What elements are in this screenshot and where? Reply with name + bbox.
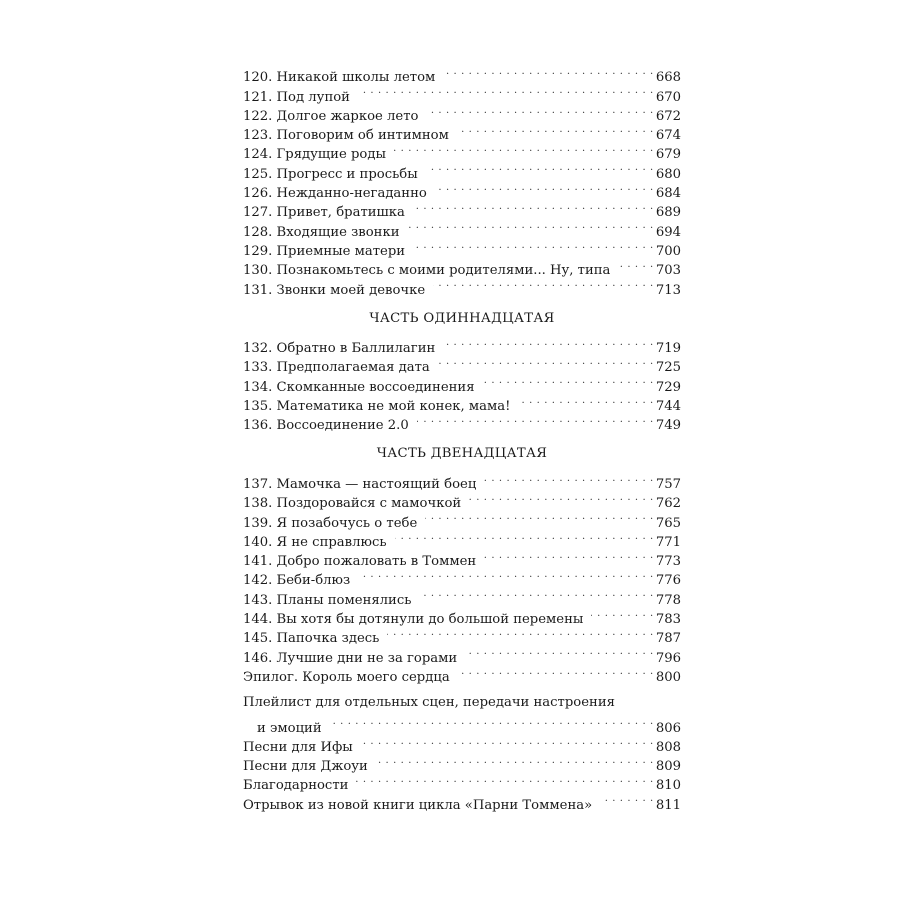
dot-leader bbox=[394, 139, 654, 158]
dot-leader bbox=[591, 604, 653, 623]
toc-entry-title: 129. Приемные матери bbox=[243, 243, 406, 259]
toc-entry-title: 138. Поздоровайся с мамочкой bbox=[243, 496, 462, 512]
toc-entry-title: 136. Воссоединение 2.0 bbox=[243, 418, 409, 434]
toc-entry-page: 762 bbox=[655, 496, 681, 512]
toc-entry-page: 749 bbox=[655, 418, 681, 434]
toc-entry-title: 132. Обратно в Баллилагин bbox=[243, 341, 436, 357]
dot-leader bbox=[465, 642, 654, 661]
dot-leader bbox=[469, 488, 654, 507]
toc-entry-title: 137. Мамочка — настоящий боец bbox=[243, 476, 477, 492]
dot-leader bbox=[443, 333, 654, 352]
toc-entry-page: 684 bbox=[655, 186, 681, 202]
dot-leader bbox=[438, 352, 654, 371]
toc-entry-title: 128. Входящие звонки bbox=[243, 224, 400, 240]
dot-leader bbox=[408, 216, 654, 235]
toc-entry bbox=[243, 333, 681, 357]
dot-leader bbox=[483, 371, 654, 390]
toc-entry-title: 122. Долгое жаркое лето bbox=[243, 108, 419, 124]
toc-entry-title: 131. Звонки моей девочке bbox=[243, 282, 426, 298]
toc-entry-title: 120. Никакой школы летом bbox=[243, 70, 436, 86]
toc-entry-title: Песни для Ифы bbox=[243, 739, 353, 755]
toc-entry-title: 125. Прогресс и просьбы bbox=[243, 166, 418, 182]
toc-entry-title: 124. Грядущие роды bbox=[243, 147, 386, 163]
toc-entry-page: 694 bbox=[655, 224, 681, 240]
toc-entry-page: 778 bbox=[655, 592, 681, 608]
toc-entry-title: 134. Скомканные воссоединения bbox=[243, 379, 475, 395]
dot-leader bbox=[417, 410, 654, 429]
toc-entry-page: 810 bbox=[655, 778, 681, 794]
dot-leader bbox=[426, 158, 654, 177]
dot-leader bbox=[358, 565, 654, 584]
dot-leader bbox=[435, 178, 654, 197]
toc-entry-title: 135. Математика не мой конек, мама! bbox=[243, 399, 511, 415]
dot-leader bbox=[518, 391, 653, 410]
toc-entry-page: 796 bbox=[655, 650, 681, 666]
toc-entry-page: 700 bbox=[655, 243, 681, 259]
toc-entry-title: 140. Я не справлюсь bbox=[243, 534, 387, 550]
toc-entry-page: 771 bbox=[655, 534, 681, 550]
dot-leader bbox=[356, 770, 653, 789]
toc-group-backmatter bbox=[243, 732, 681, 813]
dot-leader bbox=[376, 751, 654, 770]
toc-group-part12 bbox=[243, 469, 681, 685]
toc-entry-title: 145. Папочка здесь bbox=[243, 631, 380, 647]
toc-entry-page: 776 bbox=[655, 573, 681, 589]
toc-entry bbox=[243, 469, 681, 492]
toc-entry-title: 126. Нежданно-негаданно bbox=[243, 186, 427, 202]
part-twelve-heading: ЧАСТЬ ДВЕНАДЦАТАЯ bbox=[376, 446, 548, 462]
toc-entry-title: 141. Добро пожаловать в Томмен bbox=[243, 554, 477, 570]
toc-entry bbox=[243, 62, 681, 86]
dot-leader bbox=[618, 255, 653, 274]
toc-entry-title: 123. Поговорим об интимном bbox=[243, 128, 449, 144]
toc-entry-title: 146. Лучшие дни не за горами bbox=[243, 650, 458, 666]
part-eleven-heading: ЧАСТЬ ОДИННАДЦАТАЯ bbox=[369, 310, 555, 326]
toc-entry-page: 689 bbox=[655, 205, 681, 221]
toc-entry-page: 808 bbox=[655, 739, 681, 755]
dot-leader bbox=[387, 623, 653, 642]
toc-entry-page: 680 bbox=[655, 166, 681, 182]
toc-entry-playlist bbox=[243, 712, 681, 736]
dot-leader bbox=[458, 662, 654, 681]
dot-leader bbox=[433, 274, 654, 293]
toc-entry-page: 809 bbox=[655, 759, 681, 775]
toc-entry-page: 668 bbox=[655, 70, 681, 86]
toc-entry-title: 142. Беби-блюз bbox=[243, 573, 351, 589]
toc-entry-title: 121. Под лупой bbox=[243, 89, 350, 105]
dot-leader bbox=[457, 120, 654, 139]
toc-entry-title: 143. Планы поменялись bbox=[243, 592, 412, 608]
toc-entry-title: Отрывок из новой книги цикла «Парни Томмена» bbox=[243, 797, 593, 813]
toc-entry-page: 783 bbox=[655, 612, 681, 628]
dot-leader bbox=[443, 62, 654, 81]
toc-entry-title: и эмоций bbox=[257, 720, 322, 736]
toc-entry-page: 787 bbox=[655, 631, 681, 647]
toc-entry-page: 703 bbox=[655, 263, 681, 279]
toc-entry-page: 674 bbox=[655, 128, 681, 144]
dot-leader bbox=[425, 507, 654, 526]
toc-entry-page: 765 bbox=[655, 515, 681, 531]
dot-leader bbox=[484, 469, 654, 488]
toc-entry-title: 144. Вы хотя бы дотянули до большой перемены bbox=[243, 612, 584, 628]
toc-entry-title: Эпилог. Король моего сердца bbox=[243, 669, 450, 685]
toc-entry-page: 729 bbox=[655, 379, 681, 395]
dot-leader bbox=[330, 712, 654, 731]
toc-entry-page: 744 bbox=[655, 399, 681, 415]
dot-leader bbox=[361, 732, 654, 751]
toc-entry-page: 773 bbox=[655, 554, 681, 570]
toc-entry-page: 672 bbox=[655, 108, 681, 124]
dot-leader bbox=[413, 197, 654, 216]
toc-entry-title: Песни для Джоуи bbox=[243, 759, 368, 775]
toc-entry-page: 679 bbox=[655, 147, 681, 163]
toc-entry-page: 725 bbox=[655, 360, 681, 376]
toc-group-part10 bbox=[243, 62, 681, 298]
dot-leader bbox=[426, 101, 653, 120]
toc-entry-title: 127. Привет, братишка bbox=[243, 205, 405, 221]
dot-leader bbox=[358, 81, 654, 100]
dot-leader bbox=[419, 584, 653, 603]
dot-leader bbox=[600, 789, 654, 808]
dot-leader bbox=[484, 546, 654, 565]
toc-entry-title: 133. Предполагаемая дата bbox=[243, 360, 430, 376]
dot-leader bbox=[413, 236, 654, 255]
toc-entry-page: 670 bbox=[655, 89, 681, 105]
toc-entry-title: Благодарности bbox=[243, 778, 349, 794]
toc-entry-title: 130. Познакомьтесь с моими родителями... Ну, типа bbox=[243, 263, 611, 279]
toc-entry-page: 806 bbox=[655, 720, 681, 736]
toc-group-part11 bbox=[243, 333, 681, 434]
toc-entry-page: 757 bbox=[655, 476, 681, 492]
toc-entry-page: 800 bbox=[655, 669, 681, 685]
toc-entry-playlist-line1: Плейлист для отдельных сцен, передачи настроения bbox=[243, 694, 615, 710]
toc-entry-page: 713 bbox=[655, 282, 681, 298]
toc-entry-page: 811 bbox=[655, 797, 681, 813]
toc-entry-title: 139. Я позабочусь о тебе bbox=[243, 515, 418, 531]
dot-leader bbox=[395, 527, 654, 546]
table-of-contents bbox=[243, 62, 681, 813]
toc-entry-page: 719 bbox=[655, 341, 681, 357]
